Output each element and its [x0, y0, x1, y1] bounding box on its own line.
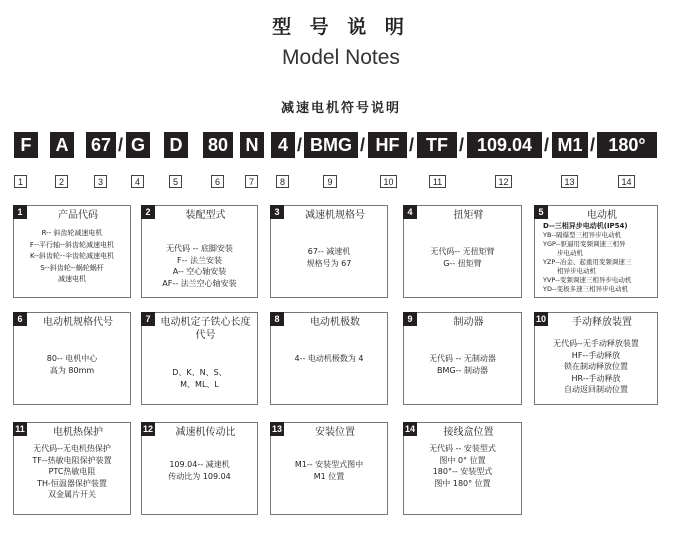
- position-number: 6: [211, 175, 224, 188]
- position-number: 4: [131, 175, 144, 188]
- model-code-row: [0, 132, 682, 158]
- legend-card-1: [13, 205, 131, 298]
- card-line: 传动比为 109.04: [168, 471, 231, 481]
- card-line: 锁在制动释放位置: [564, 362, 628, 371]
- card-line: 无代码-- 无扭矩臂: [430, 247, 495, 256]
- card-line: 高为 80mm: [49, 365, 95, 375]
- card-line: F--平行轴--斜齿轮减速电机: [29, 240, 115, 249]
- legend-card-7: [141, 312, 258, 405]
- section-subtitle: 减速电机符号说明: [280, 101, 401, 116]
- card-line: 80-- 电机中心: [46, 354, 98, 363]
- code-box-1: F: [14, 132, 38, 158]
- card-line: BMG-- 制动器: [437, 365, 488, 375]
- card-line: 无代码 -- 无制动器: [429, 354, 496, 363]
- position-number: 8: [276, 175, 289, 188]
- code-box-6: 80: [203, 132, 233, 158]
- page-title-cn: 型 号 说 明: [272, 16, 410, 38]
- card-title: 装配型式: [185, 210, 226, 221]
- card-title: 电动机规格代号: [43, 317, 113, 328]
- position-number: 12: [495, 175, 512, 188]
- card-number-badge: 12: [142, 424, 153, 434]
- position-number: 11: [429, 175, 446, 188]
- legend-card-11: [13, 422, 131, 515]
- card-number-badge: 4: [403, 205, 417, 219]
- card-number-badge: 8: [270, 312, 284, 326]
- page-title-en: Model Notes: [282, 46, 400, 69]
- code-box-7: N: [240, 132, 264, 158]
- card-line: YB--隔爆型三相异步电动机: [543, 231, 622, 239]
- code-box-5: D: [164, 132, 188, 158]
- card-line: 无代码 -- 底脚安装: [166, 244, 233, 253]
- code-box-9: BMG: [304, 132, 358, 158]
- legend-card-10: [534, 312, 658, 405]
- card-line: 规格号为 67: [306, 258, 352, 268]
- legend-card-2: [141, 205, 258, 298]
- card-line: 相异步电动机: [557, 267, 596, 275]
- code-separator: /: [408, 134, 414, 155]
- card-number-badge: 5: [534, 205, 548, 219]
- legend-card-6: [13, 312, 131, 405]
- card-line: AF-- 法兰空心轴安装: [162, 278, 237, 288]
- code-box-3: 67: [86, 132, 116, 158]
- position-number: 3: [94, 175, 107, 188]
- card-line: PTC热敏电阻: [48, 467, 96, 476]
- card-number-badge: 13: [271, 424, 282, 434]
- card-line: HF--手动释放: [571, 350, 621, 360]
- card-number-badge: 11: [13, 422, 27, 436]
- legend-card-4: [403, 205, 522, 298]
- card-line: K--斜齿轮--伞齿轮减速电机: [30, 252, 114, 260]
- code-box-4: G: [126, 132, 150, 158]
- card-line: D、K、N、S、: [172, 368, 227, 377]
- code-box-11: TF: [417, 132, 457, 158]
- card-line: G-- 扭矩臂: [443, 258, 482, 268]
- card-line: HR--手动释放: [571, 373, 621, 383]
- card-line: M、ML、L: [180, 379, 219, 389]
- card-line: YGP--驱逼用变频调速三相异: [543, 240, 626, 248]
- card-line: 双金属片开关: [48, 490, 96, 499]
- card-title: 电动机定子铁心长度代号: [160, 317, 251, 341]
- code-separator: /: [296, 134, 302, 155]
- card-number-badge: 6: [13, 312, 27, 326]
- card-title: 电动机极数: [310, 317, 360, 328]
- card-number-badge: 9: [403, 312, 417, 326]
- legend-card-5: [534, 205, 658, 298]
- card-title: 电机热保护: [53, 427, 103, 438]
- card-line: R-- 斜齿轮减速电机: [41, 229, 103, 237]
- position-number-row: [0, 175, 682, 189]
- card-line: 自动返回制动位置: [564, 385, 628, 394]
- position-number: 10: [380, 175, 397, 188]
- card-title: 手动释放装置: [572, 317, 632, 328]
- position-number: 7: [245, 175, 258, 188]
- card-number-badge: 10: [535, 314, 546, 324]
- card-number-badge: 14: [404, 424, 415, 434]
- card-number-badge: 7: [141, 312, 155, 326]
- card-line: 步电动机: [557, 249, 583, 257]
- position-number: 1: [14, 175, 27, 188]
- card-title: 产品代码: [58, 210, 98, 221]
- card-line: 减速电机: [58, 275, 86, 283]
- code-box-13: M1: [552, 132, 588, 158]
- card-line: D--三相异步电动机(IP54): [543, 222, 628, 230]
- card-line: 4-- 电动机极数为 4: [294, 354, 364, 363]
- card-line: 图中 0° 位置: [439, 455, 486, 465]
- card-line: 无代码 -- 安装型式: [429, 444, 496, 453]
- card-line: 109.04-- 减速机: [169, 460, 230, 469]
- code-box-8: 4: [271, 132, 295, 158]
- legend-card-8: [270, 312, 388, 405]
- card-title: 减速机传动比: [175, 427, 236, 438]
- card-number-badge: 3: [270, 205, 284, 219]
- card-line: A-- 空心轴安装: [172, 267, 227, 276]
- card-line: F-- 法兰安装: [177, 255, 222, 265]
- card-line: 180°-- 安装型式: [432, 467, 493, 476]
- card-line: YVP--变频调速三相异步电动机: [543, 276, 632, 284]
- card-line: 图中 180° 位置: [434, 478, 491, 488]
- card-line: YZP--冶金、起重用变频调速三: [543, 258, 632, 266]
- card-line: M1 位置: [313, 471, 345, 481]
- legend-card-13: [270, 422, 388, 515]
- position-number: 13: [561, 175, 578, 188]
- legend-card-12: [141, 422, 258, 515]
- card-line: YD--变极多速三相异步电动机: [543, 285, 629, 293]
- card-line: 无代码--无手动释放装置: [553, 339, 639, 348]
- code-separator: /: [359, 134, 365, 155]
- position-number: 2: [55, 175, 68, 188]
- code-separator: /: [458, 134, 464, 155]
- card-title: 电动机: [587, 210, 617, 221]
- code-separator: /: [589, 134, 595, 155]
- position-number: 9: [323, 175, 337, 188]
- card-line: S--斜齿轮--蜗轮蜗杆: [40, 263, 104, 272]
- position-number: 5: [169, 175, 182, 188]
- legend-card-9: [403, 312, 522, 405]
- card-title: 减速机规格号: [305, 210, 365, 221]
- card-title: 扭矩臂: [453, 210, 484, 221]
- position-number: 14: [618, 175, 635, 188]
- card-line: TF--热敏电阻保护装置: [32, 455, 112, 465]
- card-number-badge: 1: [13, 205, 27, 219]
- legend-card-14: [403, 422, 522, 515]
- code-separator: /: [543, 134, 549, 155]
- card-title: 安装位置: [315, 427, 355, 438]
- code-box-10: HF: [368, 132, 407, 158]
- card-title: 制动器: [453, 317, 484, 328]
- card-line: 无代码--无电机热保护: [33, 444, 111, 453]
- card-line: TH-恒温器保护装置: [37, 478, 107, 488]
- code-box-2: A: [50, 132, 74, 158]
- card-number-badge: 2: [141, 205, 155, 219]
- code-box-14: 180°: [597, 132, 657, 158]
- code-separator: /: [117, 134, 123, 155]
- card-title: 接线盒位置: [443, 427, 494, 438]
- legend-card-3: [270, 205, 388, 298]
- code-box-12: 109.04: [467, 132, 542, 158]
- card-line: 67-- 减速机: [307, 247, 351, 256]
- card-line: M1-- 安装型式图中: [294, 460, 364, 469]
